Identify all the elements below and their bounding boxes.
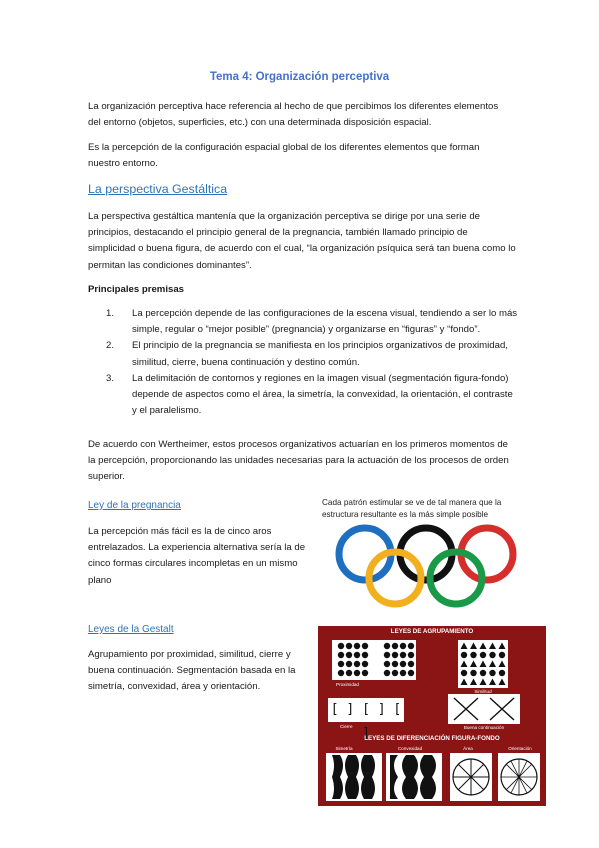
heading-part-1: Leyes de la xyxy=(88,624,140,635)
premise-item xyxy=(106,306,518,338)
proximity-dot xyxy=(408,643,414,649)
proximity-dot xyxy=(362,643,368,649)
olympic-rings-figure xyxy=(328,524,524,608)
similarity-triangle xyxy=(499,643,506,650)
leyes-text: Agrupamiento por proximidad, similitud, cierre y buena continuación. Segmentación basada en la simetría, convexidad, área y orientación. xyxy=(88,649,296,693)
gestalt-laws-panel xyxy=(318,626,546,806)
similarity-circle xyxy=(499,670,505,676)
proximity-dot xyxy=(392,643,398,649)
proximity-dot xyxy=(392,670,398,676)
proximity-dot xyxy=(400,652,406,658)
proximity-dot xyxy=(408,670,414,676)
proximity-dot xyxy=(362,661,368,667)
symmetry-box xyxy=(326,753,382,801)
similarity-triangle xyxy=(470,643,477,650)
similarity-circle xyxy=(499,652,505,658)
proximity-dot xyxy=(362,670,368,676)
similarity-triangle xyxy=(461,661,468,668)
proximity-dot xyxy=(362,652,368,658)
proximity-dot xyxy=(354,670,360,676)
gestalt-paragraph: La perspectiva gestáltica mantenía que la organización perceptiva se dirige por una serie de principios, destacando el principio general de la pregnancia, también llamado principio de simplicidad o buena figura, de acuerdo con el cual, “la organización psíquica será tan buena como lo permitan las condiciones dominantes”. xyxy=(88,211,516,271)
proximity-dot xyxy=(354,661,360,667)
proximity-dot xyxy=(384,661,390,667)
similarity-triangle xyxy=(499,661,506,668)
continuation-box xyxy=(448,694,520,724)
similarity-triangle xyxy=(489,679,496,686)
premise-number: 3. xyxy=(106,372,115,384)
area-box xyxy=(450,753,492,801)
label-buena-continuacion: Buena continuación xyxy=(463,725,505,730)
proximity-dot xyxy=(384,670,390,676)
proximity-dot xyxy=(338,661,344,667)
premises-list xyxy=(106,306,518,419)
section-heading-pregnancia: Ley de la pregnancia xyxy=(88,500,181,511)
proximity-dot xyxy=(346,670,352,676)
pregnancia-text: La percepción más fácil es la de cinco aros entrelazados. La experiencia alternativa sería la de cinco formas circulares incompletas en un mismo plano xyxy=(88,526,306,586)
proximity-dot xyxy=(346,652,352,658)
premise-text: La delimitación de contornos y regiones en la imagen visual (segmentación figura-fondo) depende de aspectos como el área, la simetría, la convexidad, la orientación, el contraste y el paralelismo. xyxy=(132,372,513,417)
area-figure xyxy=(450,753,492,801)
label-cierre: Cierre xyxy=(340,724,353,729)
similarity-circle xyxy=(489,670,495,676)
similarity-circle xyxy=(480,652,486,658)
proximity-dot xyxy=(408,652,414,658)
proximity-dot xyxy=(400,643,406,649)
similarity-circle xyxy=(461,670,467,676)
continuation-curves xyxy=(448,694,520,724)
panel-title-grouping: LEYES DE AGRUPAMIENTO xyxy=(390,628,474,635)
similarity-circle xyxy=(470,670,476,676)
similarity-circle xyxy=(489,652,495,658)
similarity-triangle xyxy=(499,679,506,686)
similarity-triangle xyxy=(470,679,477,686)
premise-number: 2. xyxy=(106,340,115,352)
proximity-dot xyxy=(392,661,398,667)
similarity-triangle xyxy=(470,661,477,668)
proximity-dot xyxy=(338,652,344,658)
premise-text: La percepción depende de las configuraciones de la escena visual, tendiendo a ser lo más simple, regular o “mejor posible” (pregnancia) y organizarse en “figuras” y “fondo”. xyxy=(132,308,518,336)
proximity-dot xyxy=(346,661,352,667)
similarity-triangle xyxy=(461,679,468,686)
label-simetria: Simetría xyxy=(335,746,353,751)
premise-text: El principio de la pregnancia se manifiesta en los principios organizativos de proximidad, similitud, cierre, buena continuación y destino común. xyxy=(132,340,508,368)
similarity-circle xyxy=(480,670,486,676)
label-convexidad: Convexidad xyxy=(397,746,423,751)
section-heading-gestalt: La perspectiva Gestáltica xyxy=(88,182,228,196)
similarity-triangle xyxy=(480,679,487,686)
similarity-circle xyxy=(461,652,467,658)
similarity-triangle xyxy=(461,643,468,650)
label-area: Área xyxy=(463,746,473,751)
proximity-dot xyxy=(338,670,344,676)
premise-item xyxy=(106,338,518,370)
label-orientacion: Orientación xyxy=(508,746,532,751)
similarity-circle xyxy=(470,652,476,658)
premises-heading: Principales premisas xyxy=(88,284,184,295)
similarity-triangle xyxy=(480,661,487,668)
premise-item xyxy=(106,371,518,420)
section-heading-leyes xyxy=(88,624,174,635)
proximity-dot xyxy=(346,643,352,649)
similarity-triangle xyxy=(480,643,487,650)
proximity-dot xyxy=(400,661,406,667)
similarity-box xyxy=(458,640,508,688)
proximity-dot xyxy=(400,670,406,676)
proximity-dot xyxy=(354,652,360,658)
symmetry-figure xyxy=(326,753,382,801)
label-proximidad: Proximidad xyxy=(336,682,359,687)
similarity-shapes xyxy=(458,640,508,688)
proximity-dots xyxy=(332,640,416,680)
closure-brackets: [ ] [ ] [ ] xyxy=(330,702,402,741)
intro-paragraph-2: Es la percepción de la configuración espacial global de los diferentes elementos que forman nuestro entorno. xyxy=(88,142,480,170)
heading-part-2: Gestalt xyxy=(141,624,174,635)
proximity-dot xyxy=(354,643,360,649)
gestalt-closing: De acuerdo con Wertheimer, estos procesos organizativos actuarían en los primeros momentos de la percepción, proporcionando las unidades necesarias para la actuación de los procesos de orden superior. xyxy=(88,439,509,483)
intro-paragraph-1: La organización perceptiva hace referencia al hecho de que percibimos los diferentes elementos del entorno (objetos, superficies, etc.) con una determinada disposición espacial. xyxy=(88,101,499,129)
proximity-dot xyxy=(338,643,344,649)
rings-caption: Cada patrón estimular se ve de tal manera que la estructura resultante es la más simple posible xyxy=(322,498,502,519)
proximity-box xyxy=(332,640,416,680)
proximity-dot xyxy=(392,652,398,658)
convexity-box xyxy=(386,753,442,801)
page-title: Tema 4: Organización perceptiva xyxy=(209,71,390,83)
proximity-dot xyxy=(408,661,414,667)
proximity-dot xyxy=(384,643,390,649)
panel-title-figure-ground: LEYES DE DIFERENCIACIÓN FIGURA-FONDO xyxy=(364,735,500,742)
premise-number: 1. xyxy=(106,308,115,319)
label-similitud: Similitud xyxy=(474,689,492,694)
orientation-figure xyxy=(498,753,540,801)
proximity-dot xyxy=(384,652,390,658)
similarity-triangle xyxy=(489,643,496,650)
convexity-figure xyxy=(386,753,442,801)
similarity-triangle xyxy=(489,661,496,668)
orientation-box xyxy=(498,753,540,801)
